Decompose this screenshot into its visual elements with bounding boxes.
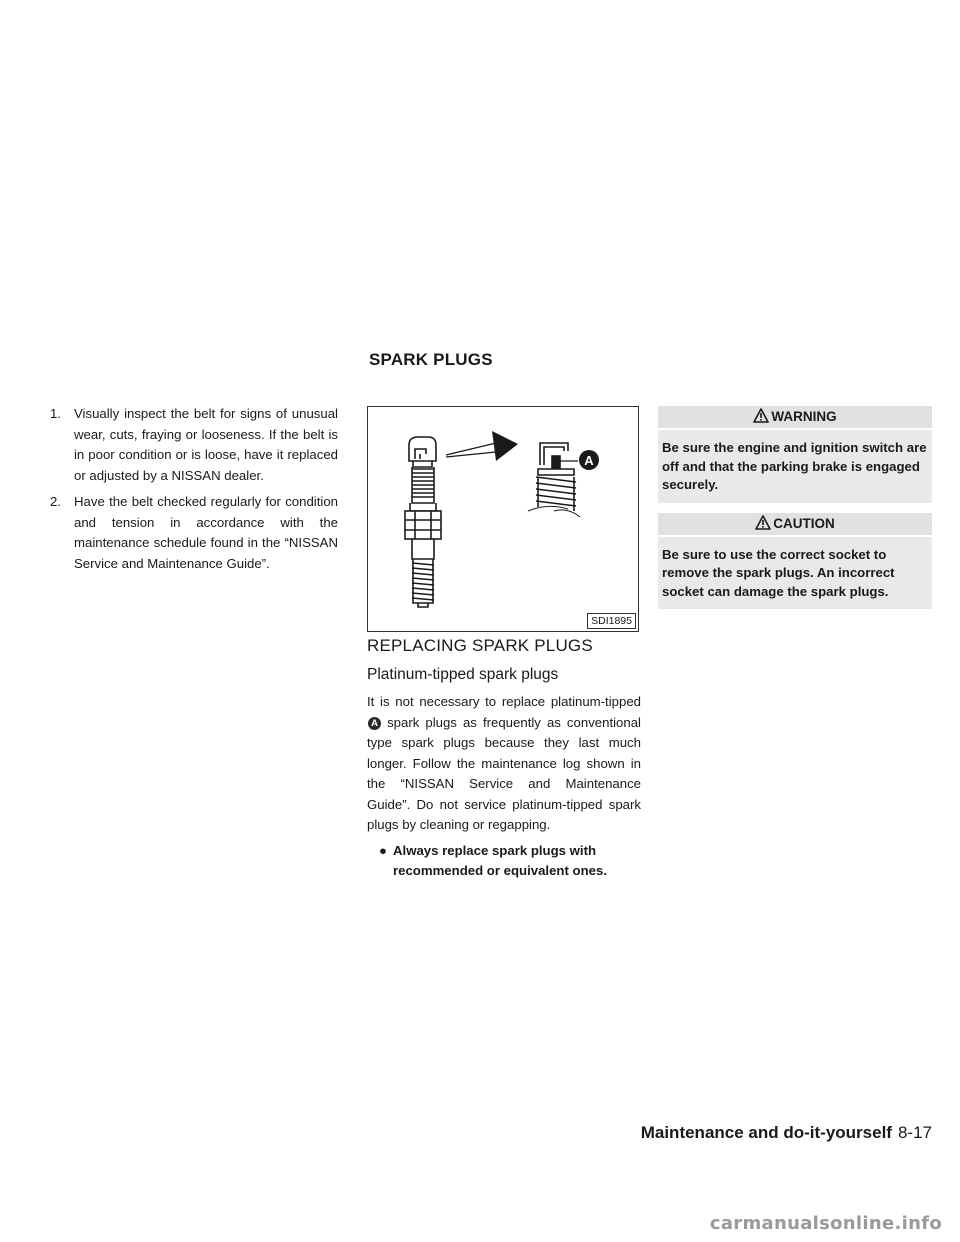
warning-triangle-icon [753, 408, 769, 423]
watermark: carmanualsonline.info [709, 1213, 942, 1234]
paragraph-start: It is not necessary to replace platinum-tipped [367, 694, 641, 709]
arrow-right-icon [446, 431, 518, 461]
platinum-paragraph [367, 692, 641, 836]
bullet-dot-icon: ● [379, 842, 387, 858]
plug-threads [412, 559, 434, 603]
figure-code: SDI1895 [587, 613, 636, 629]
insulator-ribs [412, 469, 434, 497]
warning-box [658, 406, 932, 503]
footer-section: Maintenance and do-it-yourself [640, 1123, 892, 1142]
electrode-detail [528, 443, 580, 517]
warning-header [658, 406, 932, 428]
paragraph-end: spark plugs as frequently as conventional type spark plugs because they last much longer. Follow the maintenance log shown in the “NISSAN Service and Maintenance Guide”. Do not service platinum-tipped spark plugs by cleaning or regapping. [367, 714, 641, 832]
notices-column [658, 406, 932, 619]
step-text: Visually inspect the belt for signs of unusual wear, cuts, fraying or looseness. If the belt is in poor condition or is loose, have it replaced or adjusted by a NISSAN dealer. [74, 406, 338, 483]
callout-a-label: A [584, 453, 594, 468]
list-item [50, 404, 338, 486]
hex-nut [405, 511, 441, 539]
replacing-section [367, 636, 641, 881]
belt-steps-column [50, 404, 338, 580]
bullet-text: Always replace spark plugs with recommended or equivalent ones. [393, 842, 607, 878]
platinum-subheading: Platinum-tipped spark plugs [367, 666, 559, 683]
callout-a-inline: A [368, 717, 381, 730]
warning-text: Be sure the engine and ignition switch are off and that the parking brake is engaged securely. [658, 430, 932, 503]
list-item [367, 841, 641, 881]
caution-header [658, 513, 932, 535]
page-footer [641, 1123, 932, 1143]
belt-steps-list [50, 404, 338, 574]
step-number: 2. [50, 494, 61, 509]
page-number: 8-17 [897, 1123, 932, 1142]
replacing-heading: REPLACING SPARK PLUGS [367, 636, 593, 655]
spark-plug-illustration [368, 407, 638, 631]
caution-box [658, 513, 932, 610]
section-title: SPARK PLUGS [369, 350, 493, 369]
caution-text: Be sure to use the correct socket to remove the spark plugs. An incorrect socket can damage the spark plugs. [658, 537, 932, 610]
step-text: Have the belt checked regularly for condition and tension in accordance with the maintenance schedule found in the “NISSAN Service and Maintenance Guide”. [74, 494, 338, 571]
list-item [50, 492, 338, 574]
caution-title: CAUTION [773, 515, 835, 531]
caution-triangle-icon [755, 515, 771, 530]
warning-title: WARNING [771, 409, 837, 424]
step-number: 1. [50, 406, 61, 421]
spark-plug-figure [367, 406, 639, 632]
